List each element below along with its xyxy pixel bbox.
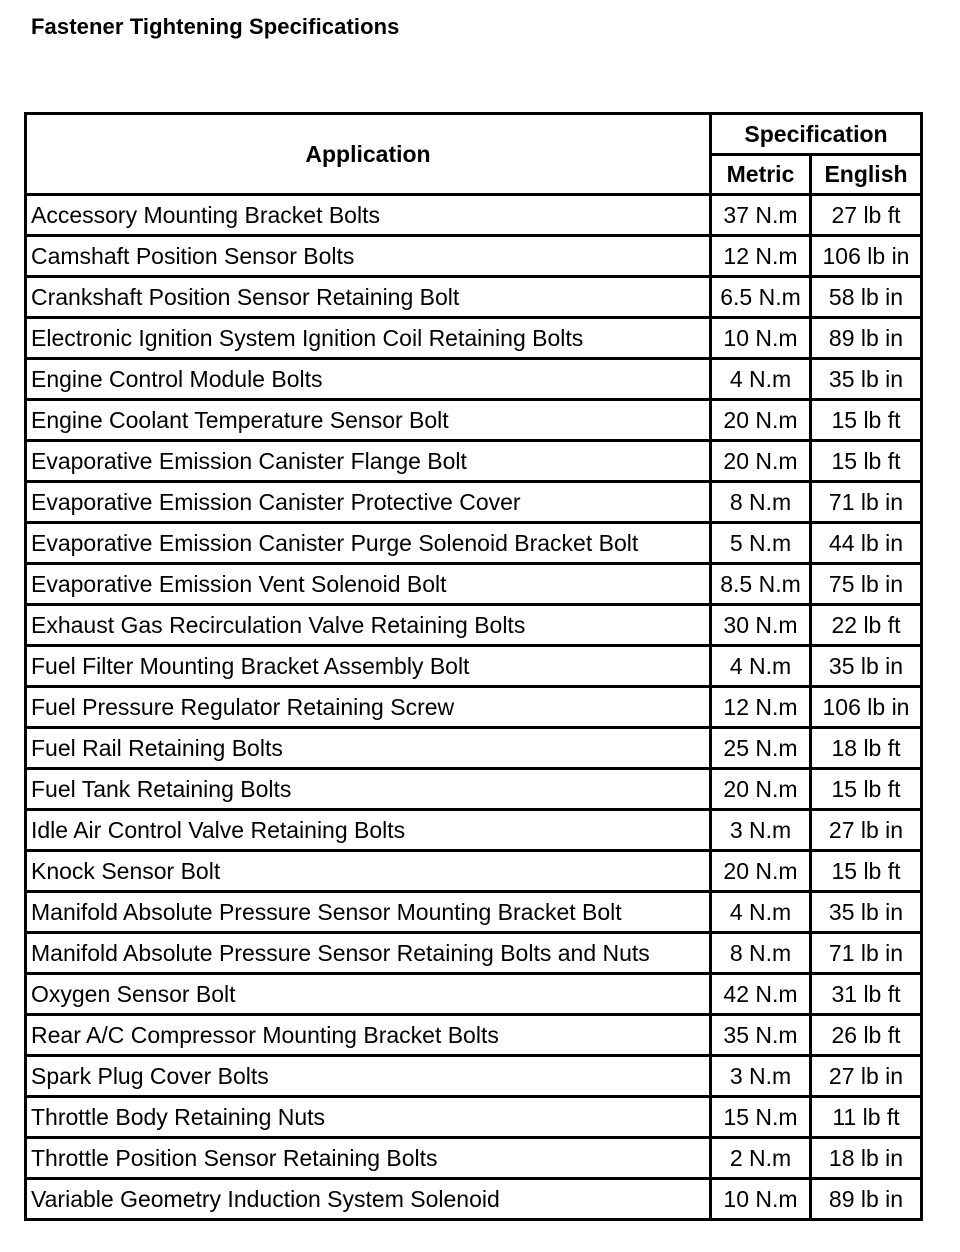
table-row — [26, 277, 922, 318]
cell-english: 71 lb in — [811, 933, 922, 974]
cell-application: Fuel Tank Retaining Bolts — [26, 769, 711, 810]
table-row — [26, 441, 922, 482]
cell-english: 44 lb in — [811, 523, 922, 564]
cell-english: 18 lb ft — [811, 728, 922, 769]
cell-english: 31 lb ft — [811, 974, 922, 1015]
cell-metric: 8 N.m — [711, 482, 811, 523]
table-row — [26, 318, 922, 359]
cell-metric: 15 N.m — [711, 1097, 811, 1138]
fastener-spec-table — [24, 112, 923, 1221]
cell-application: Exhaust Gas Recirculation Valve Retaining Bolts — [26, 605, 711, 646]
table-row — [26, 482, 922, 523]
table-row — [26, 1138, 922, 1179]
cell-application: Camshaft Position Sensor Bolts — [26, 236, 711, 277]
cell-application: Oxygen Sensor Bolt — [26, 974, 711, 1015]
table-row — [26, 195, 922, 236]
cell-metric: 20 N.m — [711, 851, 811, 892]
table-row — [26, 810, 922, 851]
cell-application: Evaporative Emission Canister Protective Cover — [26, 482, 711, 523]
table-row — [26, 851, 922, 892]
cell-metric: 42 N.m — [711, 974, 811, 1015]
cell-application: Throttle Position Sensor Retaining Bolts — [26, 1138, 711, 1179]
cell-metric: 25 N.m — [711, 728, 811, 769]
table-row — [26, 400, 922, 441]
table-row — [26, 605, 922, 646]
cell-english: 15 lb ft — [811, 851, 922, 892]
cell-application: Evaporative Emission Vent Solenoid Bolt — [26, 564, 711, 605]
cell-application: Accessory Mounting Bracket Bolts — [26, 195, 711, 236]
table-row — [26, 687, 922, 728]
table-row — [26, 646, 922, 687]
cell-english: 75 lb in — [811, 564, 922, 605]
cell-english: 18 lb in — [811, 1138, 922, 1179]
cell-metric: 5 N.m — [711, 523, 811, 564]
cell-english: 71 lb in — [811, 482, 922, 523]
cell-metric: 20 N.m — [711, 769, 811, 810]
cell-metric: 12 N.m — [711, 236, 811, 277]
table-row — [26, 933, 922, 974]
cell-english: 35 lb in — [811, 359, 922, 400]
table-row — [26, 1179, 922, 1220]
cell-application: Engine Control Module Bolts — [26, 359, 711, 400]
table-row — [26, 769, 922, 810]
cell-english: 106 lb in — [811, 236, 922, 277]
header-application: Application — [26, 114, 711, 195]
table-row — [26, 892, 922, 933]
table-row — [26, 1015, 922, 1056]
cell-metric: 30 N.m — [711, 605, 811, 646]
cell-english: 58 lb in — [811, 277, 922, 318]
cell-metric: 6.5 N.m — [711, 277, 811, 318]
table-row — [26, 523, 922, 564]
table-row — [26, 1097, 922, 1138]
cell-english: 27 lb ft — [811, 195, 922, 236]
cell-english: 89 lb in — [811, 1179, 922, 1220]
table-row — [26, 236, 922, 277]
cell-application: Manifold Absolute Pressure Sensor Mounting Bracket Bolt — [26, 892, 711, 933]
cell-application: Fuel Filter Mounting Bracket Assembly Bolt — [26, 646, 711, 687]
table-header — [26, 114, 922, 195]
cell-application: Spark Plug Cover Bolts — [26, 1056, 711, 1097]
table-row — [26, 728, 922, 769]
table-row — [26, 1056, 922, 1097]
cell-metric: 37 N.m — [711, 195, 811, 236]
header-english: English — [811, 155, 922, 195]
cell-english: 35 lb in — [811, 892, 922, 933]
cell-english: 11 lb ft — [811, 1097, 922, 1138]
cell-metric: 20 N.m — [711, 400, 811, 441]
cell-metric: 35 N.m — [711, 1015, 811, 1056]
cell-metric: 4 N.m — [711, 646, 811, 687]
cell-application: Idle Air Control Valve Retaining Bolts — [26, 810, 711, 851]
cell-application: Electronic Ignition System Ignition Coil Retaining Bolts — [26, 318, 711, 359]
cell-application: Fuel Pressure Regulator Retaining Screw — [26, 687, 711, 728]
cell-metric: 20 N.m — [711, 441, 811, 482]
cell-english: 22 lb ft — [811, 605, 922, 646]
cell-metric: 10 N.m — [711, 318, 811, 359]
cell-application: Variable Geometry Induction System Solenoid — [26, 1179, 711, 1220]
table-body — [26, 195, 922, 1220]
header-specification: Specification — [711, 114, 922, 155]
cell-application: Evaporative Emission Canister Purge Solenoid Bracket Bolt — [26, 523, 711, 564]
cell-application: Throttle Body Retaining Nuts — [26, 1097, 711, 1138]
table-row — [26, 564, 922, 605]
cell-english: 89 lb in — [811, 318, 922, 359]
page-title: Fastener Tightening Specifications — [31, 14, 400, 39]
cell-metric: 12 N.m — [711, 687, 811, 728]
cell-application: Manifold Absolute Pressure Sensor Retaining Bolts and Nuts — [26, 933, 711, 974]
cell-application: Rear A/C Compressor Mounting Bracket Bolts — [26, 1015, 711, 1056]
cell-english: 15 lb ft — [811, 400, 922, 441]
cell-application: Engine Coolant Temperature Sensor Bolt — [26, 400, 711, 441]
cell-application: Evaporative Emission Canister Flange Bolt — [26, 441, 711, 482]
header-metric: Metric — [711, 155, 811, 195]
cell-metric: 3 N.m — [711, 810, 811, 851]
cell-english: 106 lb in — [811, 687, 922, 728]
cell-metric: 4 N.m — [711, 892, 811, 933]
table-row — [26, 974, 922, 1015]
cell-metric: 4 N.m — [711, 359, 811, 400]
cell-english: 27 lb in — [811, 810, 922, 851]
cell-metric: 8.5 N.m — [711, 564, 811, 605]
cell-application: Fuel Rail Retaining Bolts — [26, 728, 711, 769]
cell-metric: 10 N.m — [711, 1179, 811, 1220]
cell-english: 26 lb ft — [811, 1015, 922, 1056]
cell-english: 15 lb ft — [811, 441, 922, 482]
cell-english: 15 lb ft — [811, 769, 922, 810]
cell-english: 27 lb in — [811, 1056, 922, 1097]
table-row — [26, 359, 922, 400]
cell-metric: 3 N.m — [711, 1056, 811, 1097]
cell-application: Knock Sensor Bolt — [26, 851, 711, 892]
cell-metric: 2 N.m — [711, 1138, 811, 1179]
cell-application: Crankshaft Position Sensor Retaining Bolt — [26, 277, 711, 318]
cell-metric: 8 N.m — [711, 933, 811, 974]
cell-english: 35 lb in — [811, 646, 922, 687]
